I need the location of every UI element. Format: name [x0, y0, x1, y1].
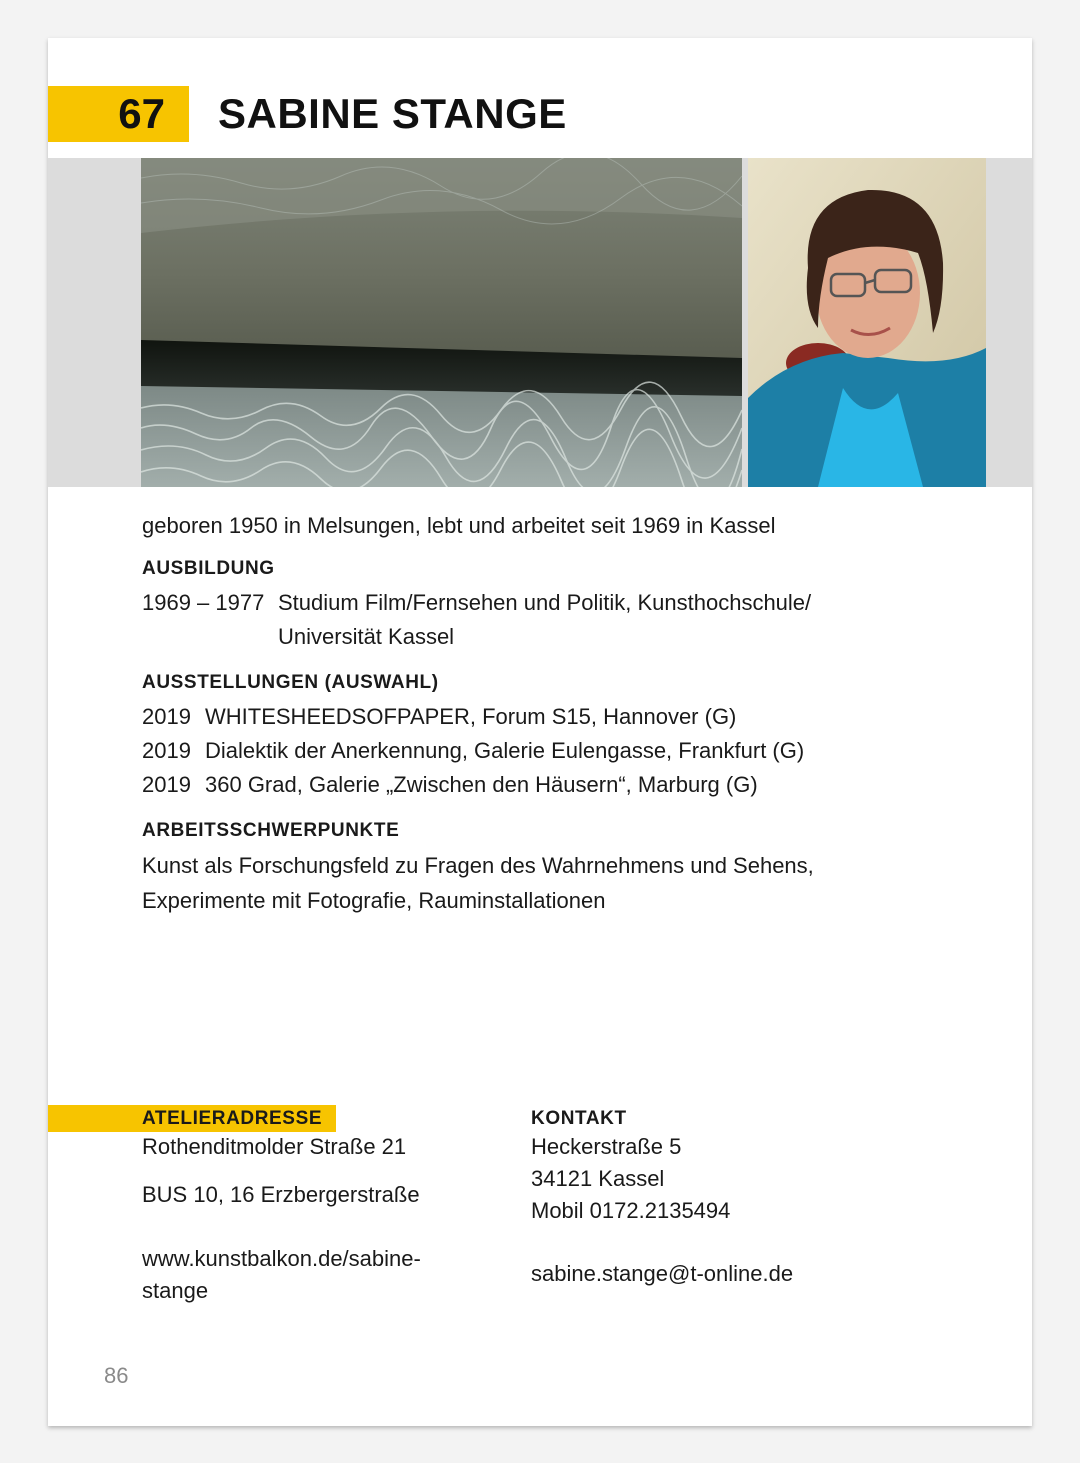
focus-section [142, 818, 962, 918]
exhibitions-heading: AUSSTELLUNGEN (AUSWAHL) [142, 672, 439, 693]
artist-number: 67 [118, 90, 165, 137]
portrait-photo [748, 158, 986, 487]
contact-city: 34121 Kassel [531, 1166, 665, 1191]
exhibition-year: 2019 [142, 772, 191, 797]
studio-web-line-1[interactable]: www.kunstbalkon.de/sabine- [142, 1246, 421, 1271]
exhibitions-section [142, 670, 962, 802]
focus-line-2: Experimente mit Fotografie, Rauminstallationen [142, 888, 606, 913]
studio-street: Rothenditmolder Straße 21 [142, 1134, 407, 1159]
contact-mobile: Mobil 0172.2135494 [531, 1198, 731, 1223]
exhibition-year: 2019 [142, 738, 191, 763]
exhibition-entry [142, 700, 962, 734]
bio-content [142, 510, 962, 934]
studio-bus: BUS 10, 16 Erzbergerstraße [142, 1182, 420, 1207]
exhibition-entry [142, 768, 962, 802]
artwork-photo [141, 158, 742, 487]
exhibition-text: Dialektik der Anerkennung, Galerie Eulengasse, Frankfurt (G) [205, 738, 805, 763]
exhibition-entry [142, 734, 962, 768]
intro-text: geboren 1950 in Melsungen, lebt und arbeitet seit 1969 in Kassel [142, 513, 776, 538]
exhibition-text: 360 Grad, Galerie „Zwischen den Häusern“, Marburg (G) [205, 772, 758, 797]
contact-heading: KONTAKT [531, 1108, 627, 1129]
artist-number-badge [48, 86, 189, 142]
contact-email[interactable]: sabine.stange@t-online.de [531, 1261, 794, 1286]
education-entry [142, 586, 962, 654]
education-heading: AUSBILDUNG [142, 558, 275, 579]
focus-heading: ARBEITSSCHWERPUNKTE [142, 820, 400, 841]
education-section [142, 556, 962, 654]
artist-name: SABINE STANGE [218, 90, 567, 137]
contact-street: Heckerstraße 5 [531, 1134, 682, 1159]
studio-web-line-2[interactable]: stange [142, 1278, 209, 1303]
page-number: 86 [104, 1363, 129, 1388]
exhibition-text: WHITESHEEDSOFPAPER, Forum S15, Hannover (G) [205, 704, 737, 729]
studio-address [142, 1131, 472, 1307]
focus-line-1: Kunst als Forschungsfeld zu Fragen des Wahrnehmens und Sehens, [142, 853, 814, 878]
studio-heading: ATELIERADRESSE [142, 1108, 323, 1129]
education-years: 1969 – 1977 [142, 590, 265, 615]
education-text: Studium Film/Fernsehen und Politik, Kunsthochschule/ Universität Kassel [278, 590, 812, 649]
catalog-page [48, 38, 1032, 1426]
contact-details [531, 1131, 951, 1290]
exhibition-year: 2019 [142, 704, 191, 729]
